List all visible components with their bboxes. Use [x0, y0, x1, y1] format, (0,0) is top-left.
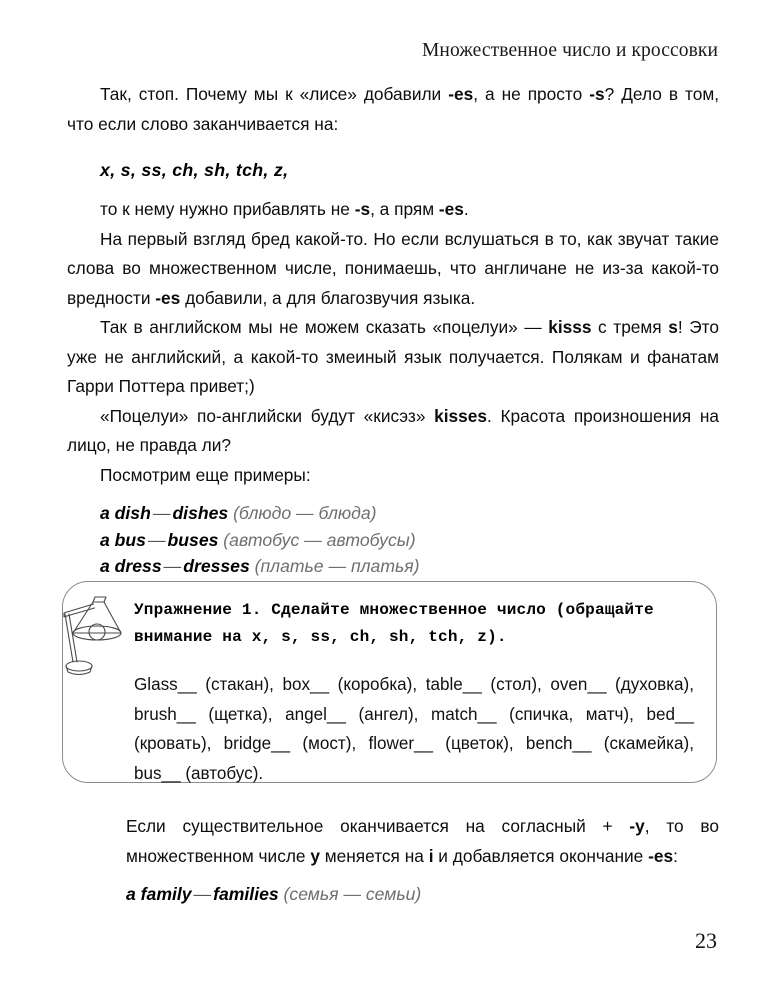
inline-bold-es-3: -es [155, 287, 181, 308]
list-item [100, 553, 719, 580]
paragraph-7-text-b: , то во множественном числе [126, 816, 719, 866]
inline-bold-kisses: kisses [434, 405, 487, 426]
paragraph-7-text-e: : [673, 845, 678, 866]
paragraph-7-text-d: и добавляется окончание [433, 845, 649, 866]
example-dash: — [193, 884, 212, 904]
paragraph-1 [67, 80, 719, 139]
paragraph-4-text-c: ! Это уже не английский, а какой-то змеиный язык получается. Полякам и фанатам Гарри Поттера привет;) [67, 317, 720, 396]
paragraph-6: Посмотрим еще примеры: [100, 464, 311, 485]
paragraph-5-text-a: «Поцелуи» по-английски будут «кисэз» [100, 405, 435, 426]
list-item [100, 500, 719, 527]
inline-bold-i: i [428, 845, 434, 866]
example-singular: a dish [100, 503, 151, 523]
inline-bold-kisss: kisss [548, 317, 592, 337]
example-plural: dishes [172, 503, 229, 523]
paragraph-2-text-b: , а прям [370, 199, 439, 219]
example-plural: families [213, 884, 279, 904]
list-item [126, 881, 719, 908]
paragraph-1-text-b: , а не просто [473, 84, 590, 104]
exercise-title: Упражнение 1. Сделайте множественное число (обращайте внимание на x, s, ss, ch, sh, tch, z). [134, 601, 664, 646]
inline-bold-es-4: -es [648, 845, 674, 866]
paragraph-3-text-a: На первый взгляд бред какой-то. Но если вслушаться в то, как звучат такие слова во множественном числе, понимаешь, что англичане не из-за какой-то вредности [67, 228, 719, 308]
paragraph-5 [67, 402, 719, 461]
list-item [100, 527, 719, 554]
paragraph-4 [67, 313, 719, 402]
paragraph-1-text-a: Так, стоп. Почему мы к «лисе» добавили [100, 84, 449, 104]
paragraph-2-text-c: . [463, 199, 469, 219]
spacer [67, 490, 719, 500]
inline-bold-s-1: -s [589, 84, 605, 104]
inline-bold-es-2: -es [438, 199, 464, 219]
running-head: Множественное число и кроссовки [421, 40, 718, 61]
example-singular: a family [126, 884, 192, 904]
example-dash: — [147, 529, 166, 550]
spacer [67, 139, 719, 156]
example-dash: — [152, 503, 171, 523]
bottom-text-column [126, 812, 719, 908]
example-dash: — [163, 556, 182, 576]
inline-bold-y-2: y [310, 845, 320, 866]
paragraph-4-text-b: с тремя [591, 317, 669, 337]
example-translation: (блюдо — блюда) [233, 503, 377, 523]
exercise-content [134, 597, 694, 788]
paragraph-2 [67, 195, 719, 225]
paragraph-3 [67, 225, 719, 314]
main-text-column [67, 80, 719, 606]
spacer [126, 871, 719, 881]
example-translation: (платье — платья) [254, 556, 420, 576]
paragraph-4-text-a: Так в английском мы не можем сказать «поцелуи» — [100, 317, 549, 337]
rule-endings-line: x, s, ss, ch, sh, tch, z, [100, 160, 289, 180]
paragraph-7-text-a: Если существительное оканчивается на согласный + [126, 816, 630, 836]
paragraph-5-text-b: . Красота произношения на лицо, не правда ли? [67, 405, 719, 455]
spacer [67, 185, 719, 195]
example-plural: dresses [183, 556, 250, 576]
inline-bold-y-1: -y [629, 816, 645, 836]
paragraph-2-text-a: то к нему нужно прибавлять не [100, 199, 355, 219]
example-translation: (семья — семьи) [283, 884, 422, 904]
paragraph-7 [126, 812, 719, 871]
inline-bold-s-3: s [668, 317, 678, 337]
desk-lamp-icon [63, 588, 135, 698]
example-translation: (автобус — автобусы) [223, 529, 416, 550]
exercise-box [62, 581, 717, 783]
exercise-task-text: Glass__ (стакан), box__ (коробка), table__ (стол), oven__ (духовка), brush__ (щетка), angel__ (ангел), match__ (спичка, матч), bed__ (кровать), bridge__ (мост), flower__ (цветок), bench__ (скамейка), bus__ (автобус). [134, 675, 694, 783]
example-singular: a bus [100, 529, 146, 550]
example-singular: a dress [100, 556, 162, 576]
paragraph-7-text-c: меняется на [319, 845, 429, 866]
example-list-bottom [126, 881, 719, 908]
inline-bold-s-2: -s [354, 199, 371, 219]
page-number: 23 [695, 928, 717, 953]
paragraph-1-text-c: ? Дело в том, что если слово заканчивается на: [67, 84, 720, 134]
inline-bold-es-1: -es [448, 84, 474, 104]
example-plural: buses [167, 529, 219, 550]
paragraph-3-text-b: добавили, а для благозвучия языка. [180, 287, 476, 308]
